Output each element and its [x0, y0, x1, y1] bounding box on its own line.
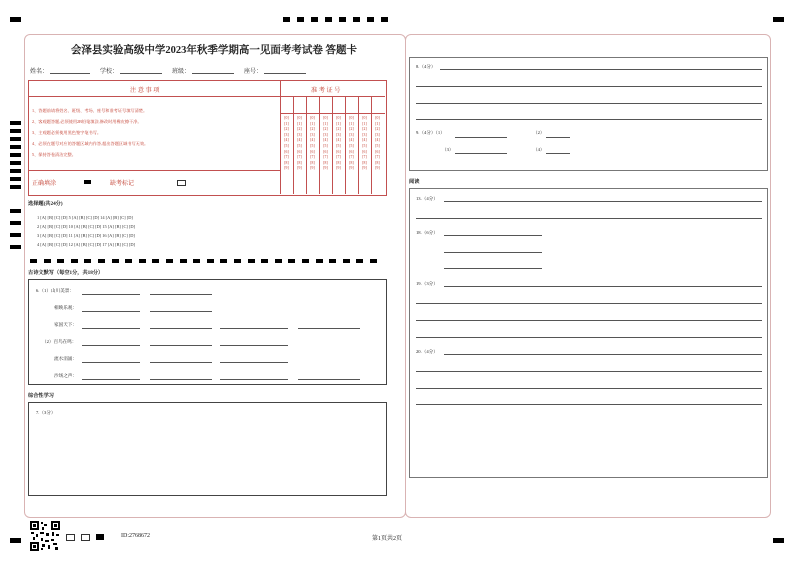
notice-item: 4、必须在题号对应的答题区域内作答,超出答题区域书写无效。 — [32, 141, 149, 146]
exam-id-digit[interactable]: [2] — [284, 127, 289, 132]
exam-id-digit[interactable]: [3] — [310, 132, 315, 137]
exam-id-digit[interactable]: [0] — [349, 116, 354, 120]
q18-label: 18.（6分） — [416, 230, 438, 235]
exam-id-digit[interactable]: [0] — [375, 116, 380, 120]
separator-mark — [343, 259, 350, 263]
exam-id-digit[interactable]: [3] — [349, 132, 354, 137]
exam-id-column[interactable] — [321, 116, 330, 172]
side-mark — [10, 245, 21, 249]
separator-mark — [275, 259, 282, 263]
separator-mark — [180, 259, 187, 263]
exam-id-digit[interactable]: [7] — [310, 155, 315, 160]
exam-id-digit[interactable]: [9] — [375, 166, 380, 171]
exam-id-digit[interactable]: [0] — [323, 116, 328, 120]
separator-mark — [207, 259, 214, 263]
exam-id-digit[interactable]: [2] — [336, 127, 341, 132]
answer-line[interactable] — [416, 371, 762, 372]
exam-id-digit[interactable]: [7] — [349, 155, 354, 160]
exam-id-column[interactable] — [308, 116, 317, 172]
missing-mark-checkbox[interactable] — [177, 180, 186, 186]
notice-item: 2、客观题答题,必须使用2B铅笔填涂,修改时用橡皮擦干净。 — [32, 119, 142, 124]
q19-label: 19.（3分） — [416, 281, 438, 286]
exam-id-digit[interactable]: [9] — [362, 166, 367, 171]
answer-line[interactable] — [82, 345, 140, 346]
side-mark — [10, 221, 21, 225]
exam-id-heading: 准 考 证 号 — [311, 87, 341, 94]
q6-sub: 相映乐观： — [54, 305, 77, 310]
separator-mark — [220, 259, 227, 263]
answer-line[interactable] — [416, 303, 762, 304]
exam-id-digit[interactable]: [2] — [297, 127, 302, 132]
separator-mark — [84, 259, 91, 263]
exam-id-digit[interactable]: [8] — [310, 160, 315, 165]
separator-mark — [302, 259, 309, 263]
q6-label: 6.（1）山川美景： — [36, 288, 74, 293]
q9-sub: （3） — [442, 147, 454, 152]
comprehensive-heading: 综合性学习 — [28, 393, 54, 399]
side-mark — [10, 145, 21, 149]
exam-id-digit[interactable]: [6] — [375, 149, 380, 154]
answer-line[interactable] — [220, 362, 288, 363]
exam-id-digit[interactable]: [5] — [310, 143, 315, 148]
side-mark — [10, 209, 21, 213]
comprehensive-box[interactable] — [28, 402, 387, 496]
exam-id-digit[interactable]: [6] — [284, 149, 289, 154]
separator-mark — [370, 259, 377, 263]
exam-id-digit[interactable]: [2] — [375, 127, 380, 132]
separator-mark — [152, 259, 159, 263]
separator-mark — [356, 259, 363, 263]
qr-code — [30, 521, 60, 551]
side-mark — [10, 169, 21, 173]
exam-id-digit[interactable]: [3] — [323, 132, 328, 137]
notice-item: 5、保持答卷清洁完整。 — [32, 152, 76, 157]
exam-id-digit[interactable]: [1] — [323, 121, 328, 126]
side-mark — [10, 185, 21, 189]
footer-box — [66, 534, 75, 541]
exam-id-digit[interactable]: [7] — [362, 155, 367, 160]
q7-label: 7.（3分） — [36, 410, 56, 415]
choice-heading: 选择题(共24分) — [28, 201, 63, 207]
separator-mark — [261, 259, 268, 263]
exam-id-digit[interactable]: [9] — [284, 166, 289, 171]
notice-item: 3、主观题必须使用黑色签字笔书写。 — [32, 130, 102, 135]
timing-mark — [311, 17, 318, 22]
separator-mark — [125, 259, 132, 263]
exam-id-digit[interactable]: [7] — [375, 155, 380, 160]
corner-mark — [10, 17, 21, 22]
exam-id-digit[interactable]: [5] — [336, 143, 341, 148]
school-field[interactable] — [120, 73, 162, 74]
answer-line[interactable] — [444, 286, 762, 287]
answer-line[interactable] — [82, 328, 140, 329]
answer-line[interactable] — [455, 137, 507, 138]
exam-id-digit[interactable]: [0] — [284, 116, 289, 120]
exam-id-digit[interactable]: [2] — [349, 127, 354, 132]
answer-line[interactable] — [82, 311, 140, 312]
exam-id-digit[interactable]: [4] — [336, 138, 341, 143]
sheet-id: ID:2768672 — [121, 533, 150, 539]
answer-line[interactable] — [416, 86, 762, 87]
exam-id-digit[interactable]: [8] — [336, 160, 341, 165]
side-mark — [10, 129, 21, 133]
separator-mark — [30, 259, 37, 263]
exam-id-digit[interactable]: [4] — [297, 138, 302, 143]
exam-id-digit[interactable]: [5] — [349, 143, 354, 148]
exam-id-digit[interactable]: [5] — [362, 143, 367, 148]
exam-id-digit[interactable]: [9] — [323, 166, 328, 171]
q9-label: 9.（4分）（1） — [416, 130, 445, 135]
seat-field[interactable] — [264, 73, 306, 74]
answer-line[interactable] — [150, 311, 212, 312]
missing-mark-label: 缺考标记 — [110, 181, 135, 187]
exam-id-digit[interactable]: [7] — [336, 155, 341, 160]
separator-mark — [193, 259, 200, 263]
answer-line[interactable] — [82, 379, 140, 380]
exam-id-digit[interactable]: [9] — [297, 166, 302, 171]
corner-mark — [773, 538, 784, 543]
exam-id-digit[interactable]: [4] — [310, 138, 315, 143]
separator-mark — [288, 259, 295, 263]
answer-line[interactable] — [546, 137, 570, 138]
exam-id-digit[interactable]: [4] — [323, 138, 328, 143]
exam-id-digit[interactable]: [1] — [310, 121, 315, 126]
q6-sub: 流水涓涌： — [54, 356, 77, 361]
exam-id-digit[interactable]: [1] — [375, 121, 380, 126]
answer-line[interactable] — [416, 119, 762, 120]
timing-mark — [297, 17, 304, 22]
class-label: 班级： — [172, 69, 191, 75]
side-mark — [10, 121, 21, 125]
timing-mark — [381, 17, 388, 22]
exam-id-digit[interactable]: [4] — [349, 138, 354, 143]
exam-id-digit[interactable]: [4] — [375, 138, 380, 143]
exam-id-column[interactable] — [295, 116, 304, 172]
q20-label: 20.（4分） — [416, 349, 438, 354]
separator-mark — [98, 259, 105, 263]
exam-id-digit[interactable]: [6] — [336, 149, 341, 154]
poetry-heading: 古诗文默写（每空1分，共18分） — [28, 270, 104, 276]
exam-id-column[interactable] — [282, 116, 291, 172]
separator-mark — [329, 259, 336, 263]
timing-mark — [283, 17, 290, 22]
exam-id-column[interactable] — [334, 116, 343, 172]
exam-id-digit[interactable]: [2] — [362, 127, 367, 132]
answer-line[interactable] — [455, 153, 507, 154]
exam-id-digit[interactable]: [0] — [310, 116, 315, 120]
answer-line[interactable] — [150, 328, 212, 329]
reading-box — [409, 188, 768, 478]
exam-id-digit[interactable]: [9] — [349, 166, 354, 171]
answer-line[interactable] — [150, 362, 212, 363]
answer-line[interactable] — [444, 235, 542, 236]
q8-label: 8.（4分） — [416, 64, 436, 69]
exam-id-digit[interactable]: [8] — [323, 160, 328, 165]
answer-line[interactable] — [416, 337, 762, 338]
exam-id-digit[interactable]: [1] — [284, 121, 289, 126]
exam-id-digit[interactable]: [6] — [362, 149, 367, 154]
side-mark — [10, 153, 21, 157]
q9-sub: （4） — [533, 147, 545, 152]
exam-id-column[interactable] — [360, 116, 369, 172]
exam-id-digit[interactable]: [2] — [310, 127, 315, 132]
q6-part2: （2）百鸟在鸣： — [42, 339, 77, 344]
exam-id-digit[interactable]: [3] — [375, 132, 380, 137]
exam-id-digit[interactable]: [6] — [349, 149, 354, 154]
page-number: 第1页共2页 — [372, 536, 403, 542]
q13-label: 13.（4分） — [416, 196, 438, 201]
answer-line[interactable] — [150, 345, 212, 346]
name-label: 姓名： — [30, 69, 49, 75]
exam-id-digit[interactable]: [5] — [375, 143, 380, 148]
answer-line[interactable] — [82, 362, 140, 363]
exam-id-digit[interactable]: [4] — [362, 138, 367, 143]
choice-row[interactable]: 4 [A] [B] [C] [D] 12 [A] [B] [C] [D] 17 [A] [B] [C] [D] — [37, 242, 136, 247]
separator-mark — [112, 259, 119, 263]
exam-id-digit[interactable]: [9] — [310, 166, 315, 171]
school-label: 学校： — [100, 69, 119, 75]
answer-line[interactable] — [444, 268, 542, 269]
exam-id-digit[interactable]: [9] — [336, 166, 341, 171]
answer-line[interactable] — [444, 201, 762, 202]
separator-mark — [234, 259, 241, 263]
exam-id-digit[interactable]: [8] — [297, 160, 302, 165]
side-mark — [10, 137, 21, 141]
exam-id-digit[interactable]: [5] — [323, 143, 328, 148]
corner-mark — [773, 17, 784, 22]
answer-line[interactable] — [416, 103, 762, 104]
choice-row[interactable]: 3 [A] [B] [C] [D] 11 [A] [B] [C] [D] 16 [A] [B] [C] [D] — [37, 233, 135, 238]
separator-mark — [71, 259, 78, 263]
answer-line[interactable] — [416, 388, 762, 389]
exam-id-digit[interactable]: [1] — [362, 121, 367, 126]
separator-mark — [57, 259, 64, 263]
class-field[interactable] — [192, 73, 234, 74]
corner-mark — [10, 538, 21, 543]
choice-row[interactable]: 2 [A] [B] [C] [D] 10 [A] [B] [C] [D] 15 [A] [B] [C] [D] — [37, 224, 136, 229]
side-mark — [10, 233, 21, 237]
answer-line[interactable] — [220, 345, 288, 346]
exam-id-digit[interactable]: [4] — [284, 138, 289, 143]
exam-id-digit[interactable]: [3] — [362, 132, 367, 137]
exam-id-digit[interactable]: [7] — [297, 155, 302, 160]
timing-mark — [353, 17, 360, 22]
answer-line[interactable] — [220, 328, 288, 329]
name-field[interactable] — [50, 73, 90, 74]
separator-mark — [316, 259, 323, 263]
exam-id-digit[interactable]: [8] — [284, 160, 289, 165]
exam-id-digit[interactable]: [8] — [349, 160, 354, 165]
exam-id-digit[interactable]: [7] — [284, 155, 289, 160]
exam-id-column[interactable] — [347, 116, 356, 172]
exam-id-digit[interactable]: [6] — [297, 149, 302, 154]
answer-line[interactable] — [150, 294, 212, 295]
notice-heading: 注 意 事 项 — [130, 87, 160, 94]
exam-id-digit[interactable]: [0] — [362, 116, 367, 120]
answer-line[interactable] — [416, 404, 762, 405]
notice-item: 1、答题前请将姓名、班级、考场、座号和准考证号填写清楚。 — [32, 108, 148, 113]
q6-sub: 家国天下： — [54, 322, 77, 327]
answer-line[interactable] — [82, 294, 140, 295]
exam-id-digit[interactable]: [7] — [323, 155, 328, 160]
timing-mark — [339, 17, 346, 22]
answer-line[interactable] — [150, 379, 212, 380]
answer-line[interactable] — [220, 379, 288, 380]
answer-line[interactable] — [546, 153, 570, 154]
seat-label: 座号： — [244, 69, 263, 75]
exam-id-digit[interactable]: [0] — [336, 116, 341, 120]
exam-id-digit[interactable]: [5] — [284, 143, 289, 148]
choice-row[interactable]: 1 [A] [B] [C] [D] 5 [A] [B] [C] [D] 14 [A] [B] [C] [D] — [37, 215, 133, 220]
exam-id-digit[interactable]: [3] — [284, 132, 289, 137]
footer-mark — [96, 534, 104, 540]
correct-fill-label: 正确填涂 — [32, 181, 57, 187]
exam-id-digit[interactable]: [6] — [323, 149, 328, 154]
side-mark — [10, 161, 21, 165]
answer-line[interactable] — [416, 218, 762, 219]
separator-mark — [44, 259, 51, 263]
exam-id-digit[interactable]: [1] — [349, 121, 354, 126]
exam-id-digit[interactable]: [0] — [297, 116, 302, 120]
side-mark — [10, 177, 21, 181]
exam-id-digit[interactable]: [1] — [336, 121, 341, 126]
answer-line[interactable] — [416, 320, 762, 321]
separator-mark — [248, 259, 255, 263]
page-title: 会泽县实验高级中学2023年秋季学期高一见面考考试卷 答题卡 — [70, 45, 358, 56]
exam-id-digit[interactable]: [3] — [297, 132, 302, 137]
separator-mark — [139, 259, 146, 263]
timing-mark — [367, 17, 374, 22]
q6-sub: 沙场之声： — [54, 373, 77, 378]
answer-line[interactable] — [444, 252, 542, 253]
exam-id-digit[interactable]: [6] — [310, 149, 315, 154]
exam-id-column[interactable] — [373, 116, 382, 172]
answer-line[interactable] — [298, 328, 360, 329]
separator-mark — [166, 259, 173, 263]
answer-line[interactable] — [298, 379, 360, 380]
answer-line[interactable] — [440, 69, 762, 70]
correct-fill-sample — [84, 180, 91, 184]
answer-line[interactable] — [444, 354, 762, 355]
exam-id-digit[interactable]: [5] — [297, 143, 302, 148]
q9-sub: （2） — [533, 130, 545, 135]
footer-box — [81, 534, 90, 541]
exam-id-digit[interactable]: [3] — [336, 132, 341, 137]
exam-id-digit[interactable]: [8] — [375, 160, 380, 165]
reading-heading: 阅读 — [409, 179, 420, 185]
exam-id-digit[interactable]: [1] — [297, 121, 302, 126]
exam-id-digit[interactable]: [8] — [362, 160, 367, 165]
timing-mark — [325, 17, 332, 22]
exam-id-digit[interactable]: [2] — [323, 127, 328, 132]
